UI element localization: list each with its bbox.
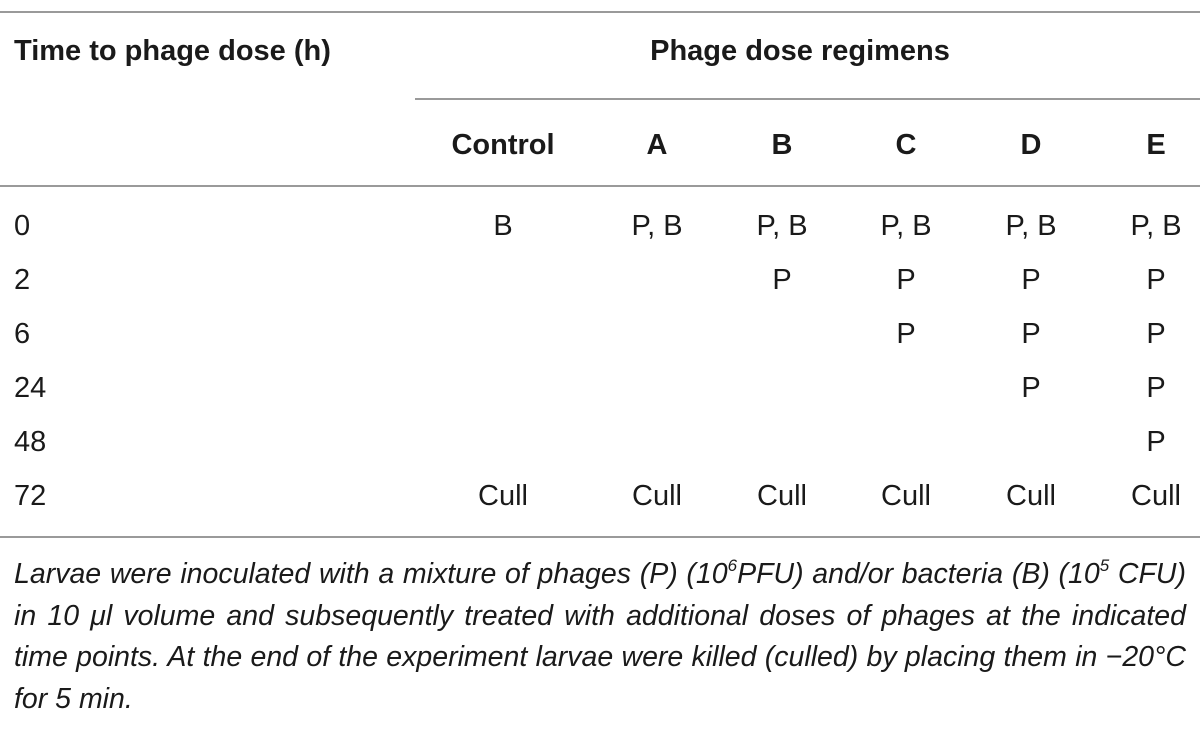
table-cell: Cull: [881, 480, 931, 512]
table-cell: P: [1146, 372, 1166, 404]
table-cell: P: [1146, 264, 1166, 296]
table-cell: P, B: [756, 210, 808, 242]
column-header: B: [771, 129, 793, 161]
column-header: E: [1146, 129, 1166, 161]
footnote-text-3: CFU) in 10 μl volume and subsequently treated with additional doses of phages at the indicated time points. At the end of the experiment larvae were killed (culled) by placing them in −20°C for 5 min.: [14, 558, 1186, 715]
table-top-rule: [0, 11, 1200, 13]
table-cell: Cull: [478, 480, 528, 512]
table-cell: P: [772, 264, 792, 296]
table-cell: Cull: [632, 480, 682, 512]
table-footnote: [14, 554, 1186, 720]
table-cell: B: [493, 210, 513, 242]
table-cell: Cull: [1006, 480, 1056, 512]
column-header: Control: [451, 129, 555, 161]
row-time-label: 24: [14, 372, 47, 404]
group-header: Phage dose regimens: [650, 35, 950, 67]
row-time-label: 72: [14, 480, 47, 512]
row-time-label: 0: [14, 210, 31, 242]
table-cell: P: [896, 318, 916, 350]
table-cell: P, B: [1130, 210, 1182, 242]
table-cell: P, B: [631, 210, 683, 242]
table-cell: P: [1021, 372, 1041, 404]
footnote-sup-1: 6: [727, 555, 738, 575]
column-header: C: [895, 129, 917, 161]
table-cell: P: [896, 264, 916, 296]
table-cell: P, B: [880, 210, 932, 242]
footnote-text-1: Larvae were inoculated with a mixture of phages (P) (10: [14, 558, 728, 590]
table-cell: P: [1021, 264, 1041, 296]
row-time-label: 6: [14, 318, 31, 350]
table-cell: Cull: [757, 480, 807, 512]
table-cell: Cull: [1131, 480, 1181, 512]
footnote-sup-2: 5: [1099, 555, 1110, 575]
header-bottom-rule: [0, 185, 1200, 187]
table-bottom-rule: [0, 536, 1200, 538]
table-cell: P: [1146, 318, 1166, 350]
group-header-rule: [415, 98, 1200, 100]
column-header: A: [646, 129, 668, 161]
table-cell: P, B: [1005, 210, 1057, 242]
row-time-label: 2: [14, 264, 31, 296]
column-header: D: [1020, 129, 1042, 161]
row-header: Time to phage dose (h): [14, 35, 331, 67]
row-time-label: 48: [14, 426, 47, 458]
table-cell: P: [1146, 426, 1166, 458]
table-cell: P: [1021, 318, 1041, 350]
footnote-text-2: PFU) and/or bacteria (B) (10: [737, 558, 1100, 590]
